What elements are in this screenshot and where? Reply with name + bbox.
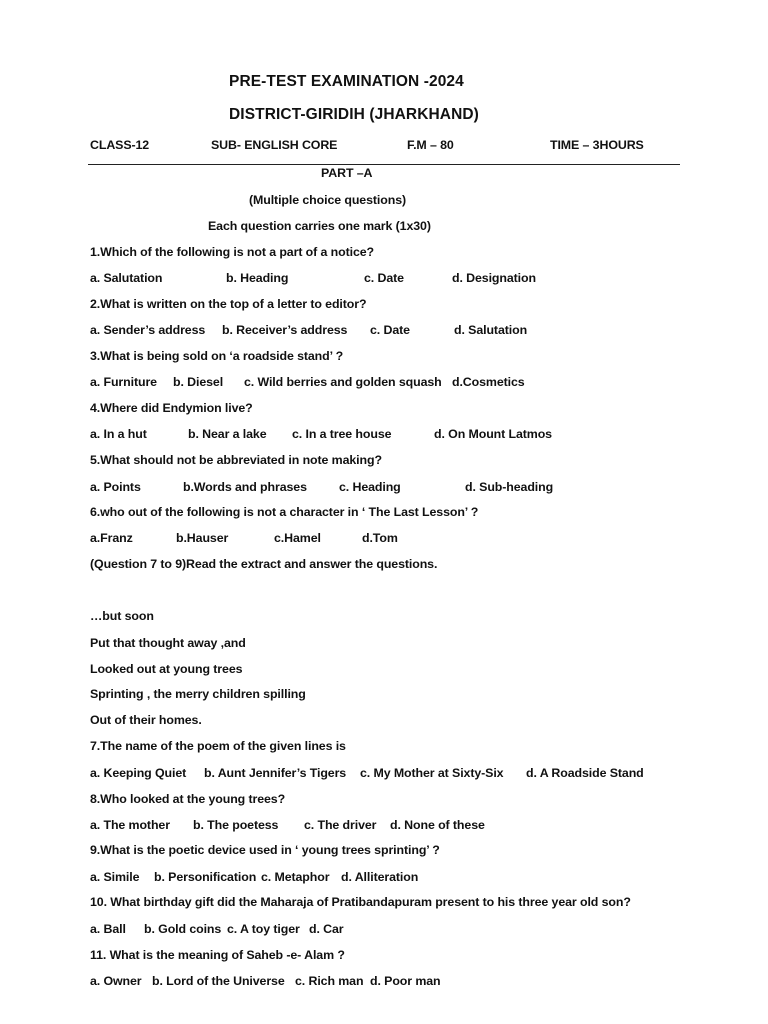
option: a. In a hut <box>90 427 147 441</box>
option: b. Aunt Jennifer’s Tigers <box>204 766 347 780</box>
part-heading: PART –A <box>321 166 373 180</box>
option: c.Hamel <box>274 531 321 545</box>
option: a. Furniture <box>90 375 157 389</box>
option: c. A toy tiger <box>227 922 300 936</box>
option: c. Date <box>370 323 410 337</box>
section-type: (Multiple choice questions) <box>249 193 407 207</box>
option: d.Tom <box>362 531 398 545</box>
extract-line: Out of their homes. <box>90 713 202 727</box>
marks-note: Each question carries one mark (1x30) <box>208 219 431 233</box>
option: a. Sender’s address <box>90 323 206 337</box>
extract-line: Looked out at young trees <box>90 662 243 676</box>
option: d. Designation <box>452 271 536 285</box>
option: d. A Roadside Stand <box>526 766 644 780</box>
option: a. Simile <box>90 870 140 884</box>
time-label: TIME – 3HOURS <box>550 138 644 152</box>
extract-instruction: (Question 7 to 9)Read the extract and answer the questions. <box>90 557 438 571</box>
question-8: 8.Who looked at the young trees? <box>90 792 286 806</box>
question-11: 11. What is the meaning of Saheb -e- Alam ? <box>90 948 345 962</box>
full-marks-label: F.M – 80 <box>407 138 454 152</box>
extract-line: Put that thought away ,and <box>90 636 246 650</box>
option: a. The mother <box>90 818 170 832</box>
subject-label: SUB- ENGLISH CORE <box>211 138 338 152</box>
class-label: CLASS-12 <box>90 138 150 152</box>
question-3: 3.What is being sold on ‘a roadside stand’ ? <box>90 349 344 363</box>
option: c. Heading <box>339 480 401 494</box>
option: b. Heading <box>226 271 289 285</box>
option: b. Gold coins <box>144 922 222 936</box>
option: c. In a tree house <box>292 427 392 441</box>
exam-title: PRE-TEST EXAMINATION -2024 <box>229 73 464 90</box>
option: b.Words and phrases <box>183 480 307 494</box>
option: a.Franz <box>90 531 133 545</box>
question-5: 5.What should not be abbreviated in note making? <box>90 453 382 467</box>
option: c. Metaphor <box>261 870 330 884</box>
option: c. Date <box>364 271 404 285</box>
extract-line: Sprinting , the merry children spilling <box>90 687 306 701</box>
header-divider <box>88 164 680 165</box>
option: b. Receiver’s address <box>222 323 348 337</box>
question-7: 7.The name of the poem of the given lines is <box>90 739 346 753</box>
option: d. Car <box>309 922 344 936</box>
option: d. Alliteration <box>341 870 419 884</box>
option: d. On Mount Latmos <box>434 427 552 441</box>
option: a. Keeping Quiet <box>90 766 187 780</box>
option: a. Salutation <box>90 271 163 285</box>
option: d. Poor man <box>370 974 441 988</box>
extract-line: …but soon <box>90 609 154 623</box>
option: a. Owner <box>90 974 142 988</box>
option: d. None of these <box>390 818 485 832</box>
option: a. Points <box>90 480 141 494</box>
option: b. Diesel <box>173 375 224 389</box>
option: b. Personification <box>154 870 257 884</box>
question-2: 2.What is written on the top of a letter to editor? <box>90 297 367 311</box>
option: c. Wild berries and golden squash <box>244 375 442 389</box>
question-1: 1.Which of the following is not a part of a notice? <box>90 245 375 259</box>
question-4: 4.Where did Endymion live? <box>90 401 253 415</box>
question-10: 10. What birthday gift did the Maharaja of Pratibandapuram present to his three year old son? <box>90 895 631 909</box>
option: d.Cosmetics <box>452 375 525 389</box>
option: c. Rich man <box>295 974 364 988</box>
option: b. Lord of the Universe <box>152 974 285 988</box>
option: b.Hauser <box>176 531 229 545</box>
question-6: 6.who out of the following is not a character in ‘ The Last Lesson’ ? <box>90 505 479 519</box>
option: a. Ball <box>90 922 126 936</box>
option: d. Salutation <box>454 323 528 337</box>
option: c. The driver <box>304 818 377 832</box>
option: b. Near a lake <box>188 427 267 441</box>
option: c. My Mother at Sixty-Six <box>360 766 504 780</box>
option: b. The poetess <box>193 818 279 832</box>
question-9: 9.What is the poetic device used in ‘ young trees sprinting’ ? <box>90 843 440 857</box>
option: d. Sub-heading <box>465 480 554 494</box>
exam-district: DISTRICT-GIRIDIH (JHARKHAND) <box>229 106 479 123</box>
